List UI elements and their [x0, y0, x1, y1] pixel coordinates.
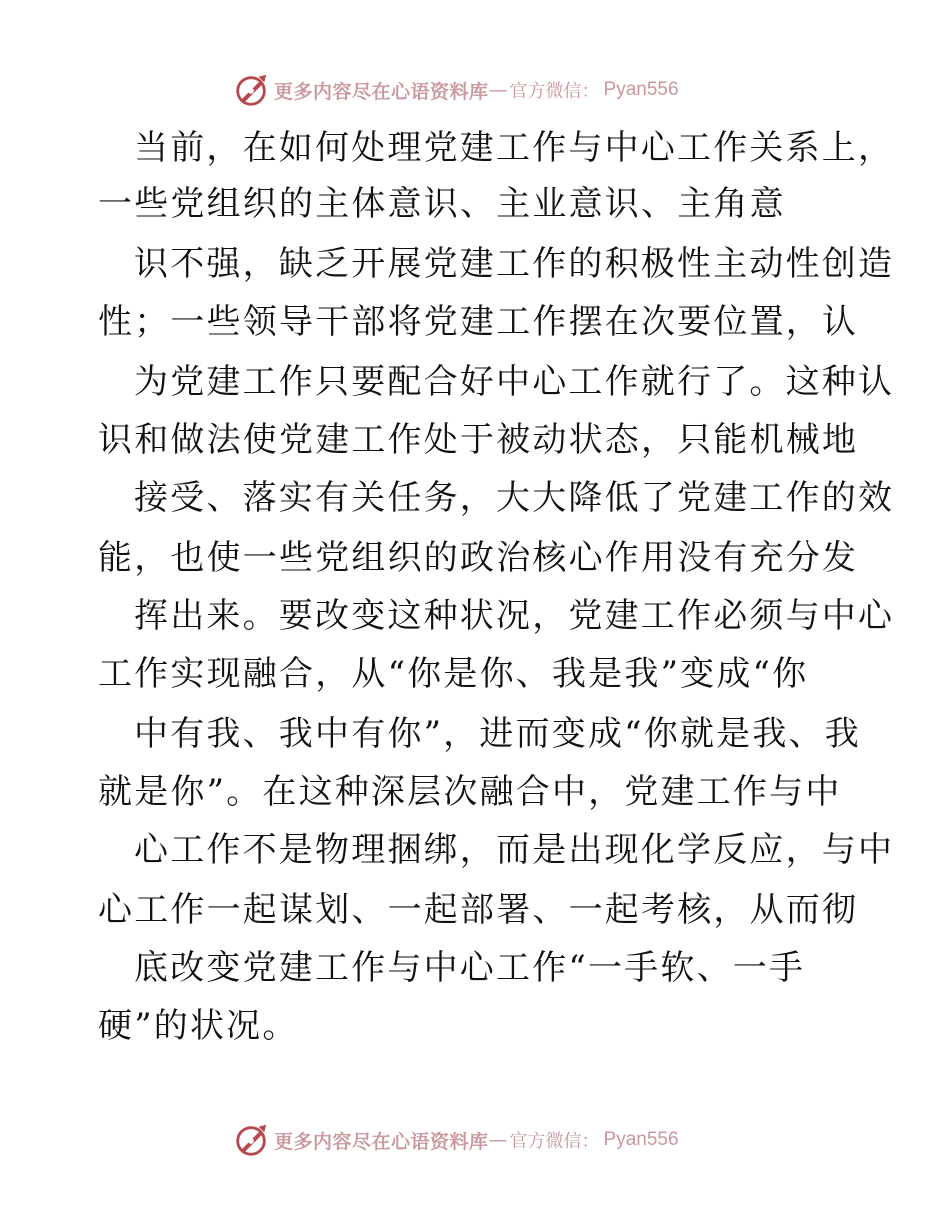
body-line: 识和做法使党建工作处于被动状态，只能机械地: [98, 420, 859, 460]
watermark-dash: —: [488, 79, 508, 101]
body-line: 就是你”。在这种深层次融合中，党建工作与中: [98, 772, 842, 812]
body-line: 能，也使一些党组织的政治核心作用没有充分发: [98, 538, 859, 578]
watermark-main-text: 更多内容尽在心语资料库: [274, 80, 489, 103]
watermark-main-text: 更多内容尽在心语资料库: [274, 1130, 489, 1153]
watermark-wechat-id: Pyan556: [603, 1129, 679, 1150]
watermark-wechat-id: Pyan556: [603, 79, 679, 100]
watermark-dash: —: [488, 1129, 508, 1151]
body-line: 一些党组织的主体意识、主业意识、主角意: [98, 184, 786, 224]
body-line: 工作实现融合，从“你是你、我是我”变成“你: [98, 654, 809, 694]
watermark-wechat-label: 官方微信：: [509, 81, 600, 102]
body-line: 心工作不是物理捆绑，而是出现化学反应，与中: [134, 830, 895, 870]
body-line: 当前，在如何处理党建工作与中心工作关系上，: [134, 128, 895, 168]
quill-pen-circle-icon: [232, 71, 270, 109]
footer-watermark: [232, 1120, 679, 1160]
body-line: 硬”的状况。: [98, 1006, 299, 1046]
header-watermark: [232, 70, 679, 110]
body-line: 接受、落实有关任务，大大降低了党建工作的效: [134, 478, 895, 518]
body-line: 性；一些领导干部将党建工作摆在次要位置，认: [98, 302, 859, 342]
body-line: 底改变党建工作与中心工作“一手软、一手: [134, 948, 806, 988]
watermark-wechat-label: 官方微信：: [509, 1131, 600, 1152]
body-line: 中有我、我中有你”，进而变成“你就是我、我: [134, 714, 861, 754]
body-line: 挥出来。要改变这种状况，党建工作必须与中心: [134, 596, 895, 636]
body-line: 为党建工作只要配合好中心工作就行了。这种认: [134, 362, 895, 402]
body-line: 识不强，缺乏开展党建工作的积极性主动性创造: [134, 244, 895, 284]
quill-pen-circle-icon: [232, 1121, 270, 1159]
body-line: 心工作一起谋划、一起部署、一起考核，从而彻: [98, 890, 859, 930]
